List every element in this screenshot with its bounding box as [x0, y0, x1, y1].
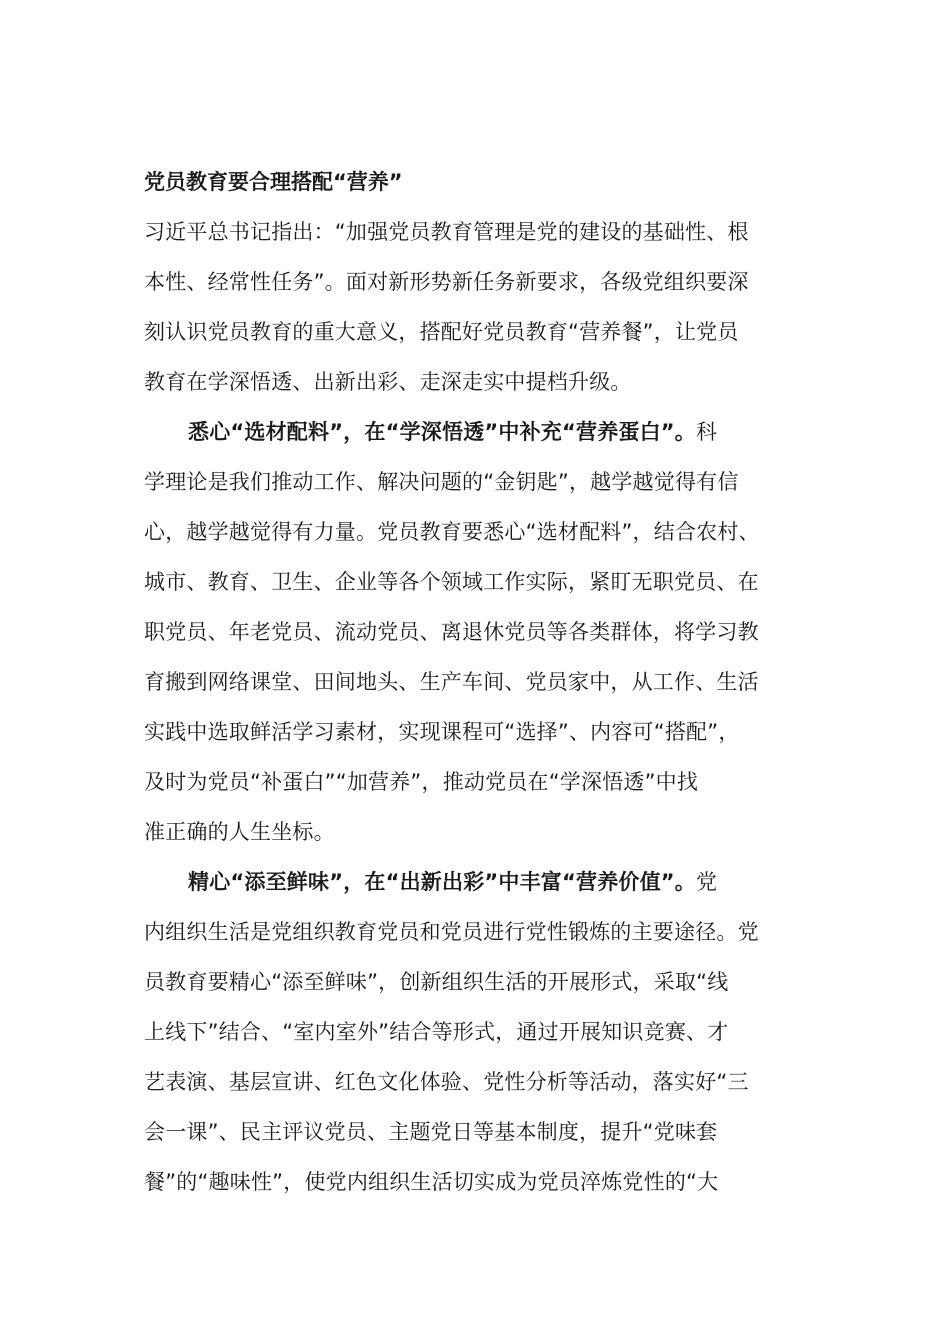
paragraph-section-2: [144, 857, 804, 1207]
section-heading: 精心“添至鲜味”，在“出新出彩”中丰富“营养价值”。: [188, 870, 697, 894]
paragraph-line: 及时为党员“补蛋白”“加营养”，推动党员在“学深悟透”中找: [144, 770, 699, 794]
paragraph-line: 教育在学深悟透、出新出彩、走深走实中提档升级。: [144, 370, 632, 394]
paragraph-line: 会一课”、民主评议党员、主题党日等基本制度，提升“党味套: [144, 1120, 718, 1144]
paragraph-intro: [144, 207, 804, 407]
section-heading: 悉心“选材配料”，在“学深悟透”中补充“营养蛋白”。: [188, 420, 697, 444]
paragraph-line: 餐”的“趣味性”，使党内组织生活切实成为党员淬炼党性的“大: [144, 1170, 719, 1194]
paragraph-line: 本性、经常性任务”。面对新形势新任务新要求，各级党组织要深: [144, 270, 749, 294]
paragraph-line: 内组织生活是党组织教育党员和党员进行党性锻炼的主要途径。党: [144, 920, 759, 944]
paragraph-line: 员教育要精心“添至鲜味”，创新组织生活的开展形式，采取“线: [144, 970, 729, 994]
paragraph-line: 职党员、年老党员、流动党员、离退休党员等各类群体，将学习教: [144, 620, 759, 644]
paragraph-line: 习近平总书记指出：“加强党员教育管理是党的建设的基础性、根: [144, 220, 749, 244]
paragraph-text: 科: [696, 420, 718, 444]
paragraph-first-line: [144, 407, 804, 457]
document-title: 党员教育要合理搭配“营养”: [144, 170, 403, 194]
paragraph-line: 准正确的人生坐标。: [144, 820, 335, 844]
paragraph-line: 学理论是我们推动工作、解决问题的“金钥匙”，越学越觉得有信: [144, 470, 739, 494]
paragraph-line: 育搬到网络课堂、田间地头、生产车间、党员家中，从工作、生活: [144, 670, 759, 694]
paragraph-line: 刻认识党员教育的重大意义，搭配好党员教育“营养餐”，让党员: [144, 320, 739, 344]
paragraph-section-1: [144, 407, 804, 857]
document-body: [144, 157, 804, 1207]
paragraph-first-line: [144, 857, 804, 907]
paragraph-text: 党: [696, 870, 718, 894]
paragraph-line: 城市、教育、卫生、企业等各个领域工作实际，紧盯无职党员、在: [144, 570, 759, 594]
paragraph-line: 实践中选取鲜活学习素材，实现课程可“选择”、内容可“搭配”，: [144, 720, 740, 744]
paragraph-line: 心，越学越觉得有力量。党员教育要悉心“选材配料”，结合农村、: [144, 520, 760, 544]
paragraph-line: 艺表演、基层宣讲、红色文化体验、党性分析等活动，落实好“三: [144, 1070, 749, 1094]
paragraph-line: 上线下”结合、“室内室外”结合等形式，通过开展知识竞赛、才: [144, 1020, 729, 1044]
